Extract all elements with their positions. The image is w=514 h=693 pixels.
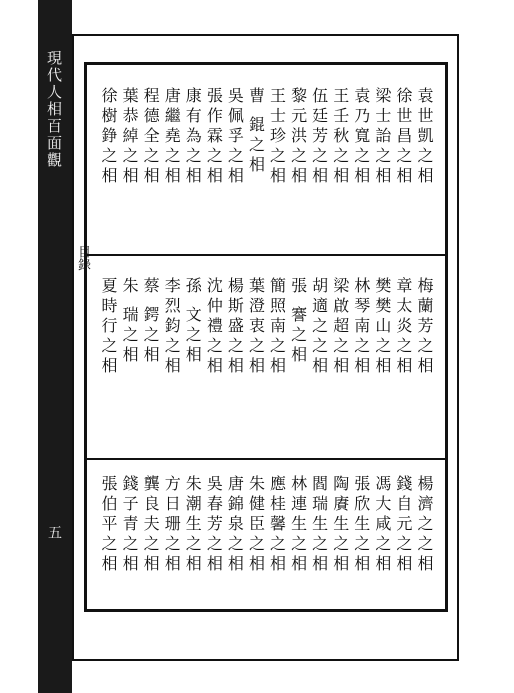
contents-entry: 樊樊山之相 bbox=[372, 277, 392, 377]
contents-entry: 吳春芳之相 bbox=[204, 475, 224, 575]
contents-entry: 朱潮生之相 bbox=[183, 475, 203, 575]
contents-entry: 沈仲禮之相 bbox=[204, 277, 224, 377]
contents-entry: 葉澄衷之相 bbox=[246, 277, 266, 377]
contents-entry: 章太炎之相 bbox=[393, 277, 413, 377]
contents-entry: 張欣生之相 bbox=[351, 475, 371, 575]
contents-entry: 程德全之相 bbox=[141, 87, 161, 187]
contents-entry: 唐繼堯之相 bbox=[162, 87, 182, 187]
section-divider bbox=[87, 458, 445, 460]
contents-entry: 王士珍之相 bbox=[267, 87, 287, 187]
section-divider bbox=[87, 254, 445, 256]
contents-entry: 梅蘭芳之相 bbox=[414, 277, 434, 377]
contents-entry: 王壬秋之相 bbox=[330, 87, 350, 187]
contents-entry: 李烈鈞之相 bbox=[162, 277, 182, 377]
contents-entry: 胡適之之相 bbox=[309, 277, 329, 377]
contents-entry: 簡照南之相 bbox=[267, 277, 287, 377]
contents-entry: 孫 文之相 bbox=[183, 277, 203, 367]
contents-entry: 朱健臣之相 bbox=[246, 475, 266, 575]
contents-entry: 康有為之相 bbox=[183, 87, 203, 187]
contents-entry: 應桂馨之相 bbox=[267, 475, 287, 575]
contents-entry: 張作霖之相 bbox=[204, 87, 224, 187]
contents-entry: 楊斯盛之相 bbox=[225, 277, 245, 377]
contents-entry: 馮大咸之相 bbox=[372, 475, 392, 575]
contents-entry: 夏時行之相 bbox=[99, 277, 118, 377]
contents-entry: 楊濟之之相 bbox=[414, 475, 434, 575]
contents-entry: 梁啟超之相 bbox=[330, 277, 350, 377]
contents-section-1 bbox=[87, 87, 445, 247]
contents-entry: 閻瑞生之相 bbox=[309, 475, 329, 575]
spine-page-number: 五 bbox=[46, 525, 62, 539]
contents-entry: 曹 錕之相 bbox=[246, 87, 266, 177]
contents-entry: 陶賡生之相 bbox=[330, 475, 350, 575]
contents-entry: 蔡 鍔之相 bbox=[141, 277, 161, 367]
contents-entry: 黎元洪之相 bbox=[288, 87, 308, 187]
contents-entry: 徐世昌之相 bbox=[393, 87, 413, 187]
side-label: 目錄 bbox=[75, 245, 90, 271]
contents-entry: 林連生之相 bbox=[288, 475, 308, 575]
contents-entry: 吳佩孚之相 bbox=[225, 87, 245, 187]
contents-entry: 朱 瑞之相 bbox=[120, 277, 140, 367]
contents-section-3 bbox=[87, 475, 445, 605]
contents-entry: 張 謇之相 bbox=[288, 277, 308, 367]
contents-entry: 錢自元之相 bbox=[393, 475, 413, 575]
contents-entry: 林琴南之相 bbox=[351, 277, 371, 377]
contents-section-2 bbox=[87, 277, 445, 447]
contents-entry: 袁乃寬之相 bbox=[351, 87, 371, 187]
contents-entry: 張伯平之相 bbox=[99, 475, 118, 575]
contents-entry: 梁士詒之相 bbox=[372, 87, 392, 187]
spine-title: 現代人相百面觀 bbox=[45, 50, 63, 169]
contents-entry: 方日珊之相 bbox=[162, 475, 182, 575]
contents-entry: 伍廷芳之相 bbox=[309, 87, 329, 187]
contents-entry: 錢子青之相 bbox=[120, 475, 140, 575]
contents-entry: 唐錦泉之相 bbox=[225, 475, 245, 575]
contents-entry: 龔良夫之相 bbox=[141, 475, 161, 575]
contents-entry: 徐樹錚之相 bbox=[99, 87, 118, 187]
contents-entry: 葉恭綽之相 bbox=[120, 87, 140, 187]
contents-frame bbox=[84, 62, 448, 612]
contents-entry: 袁世凱之相 bbox=[414, 87, 434, 187]
